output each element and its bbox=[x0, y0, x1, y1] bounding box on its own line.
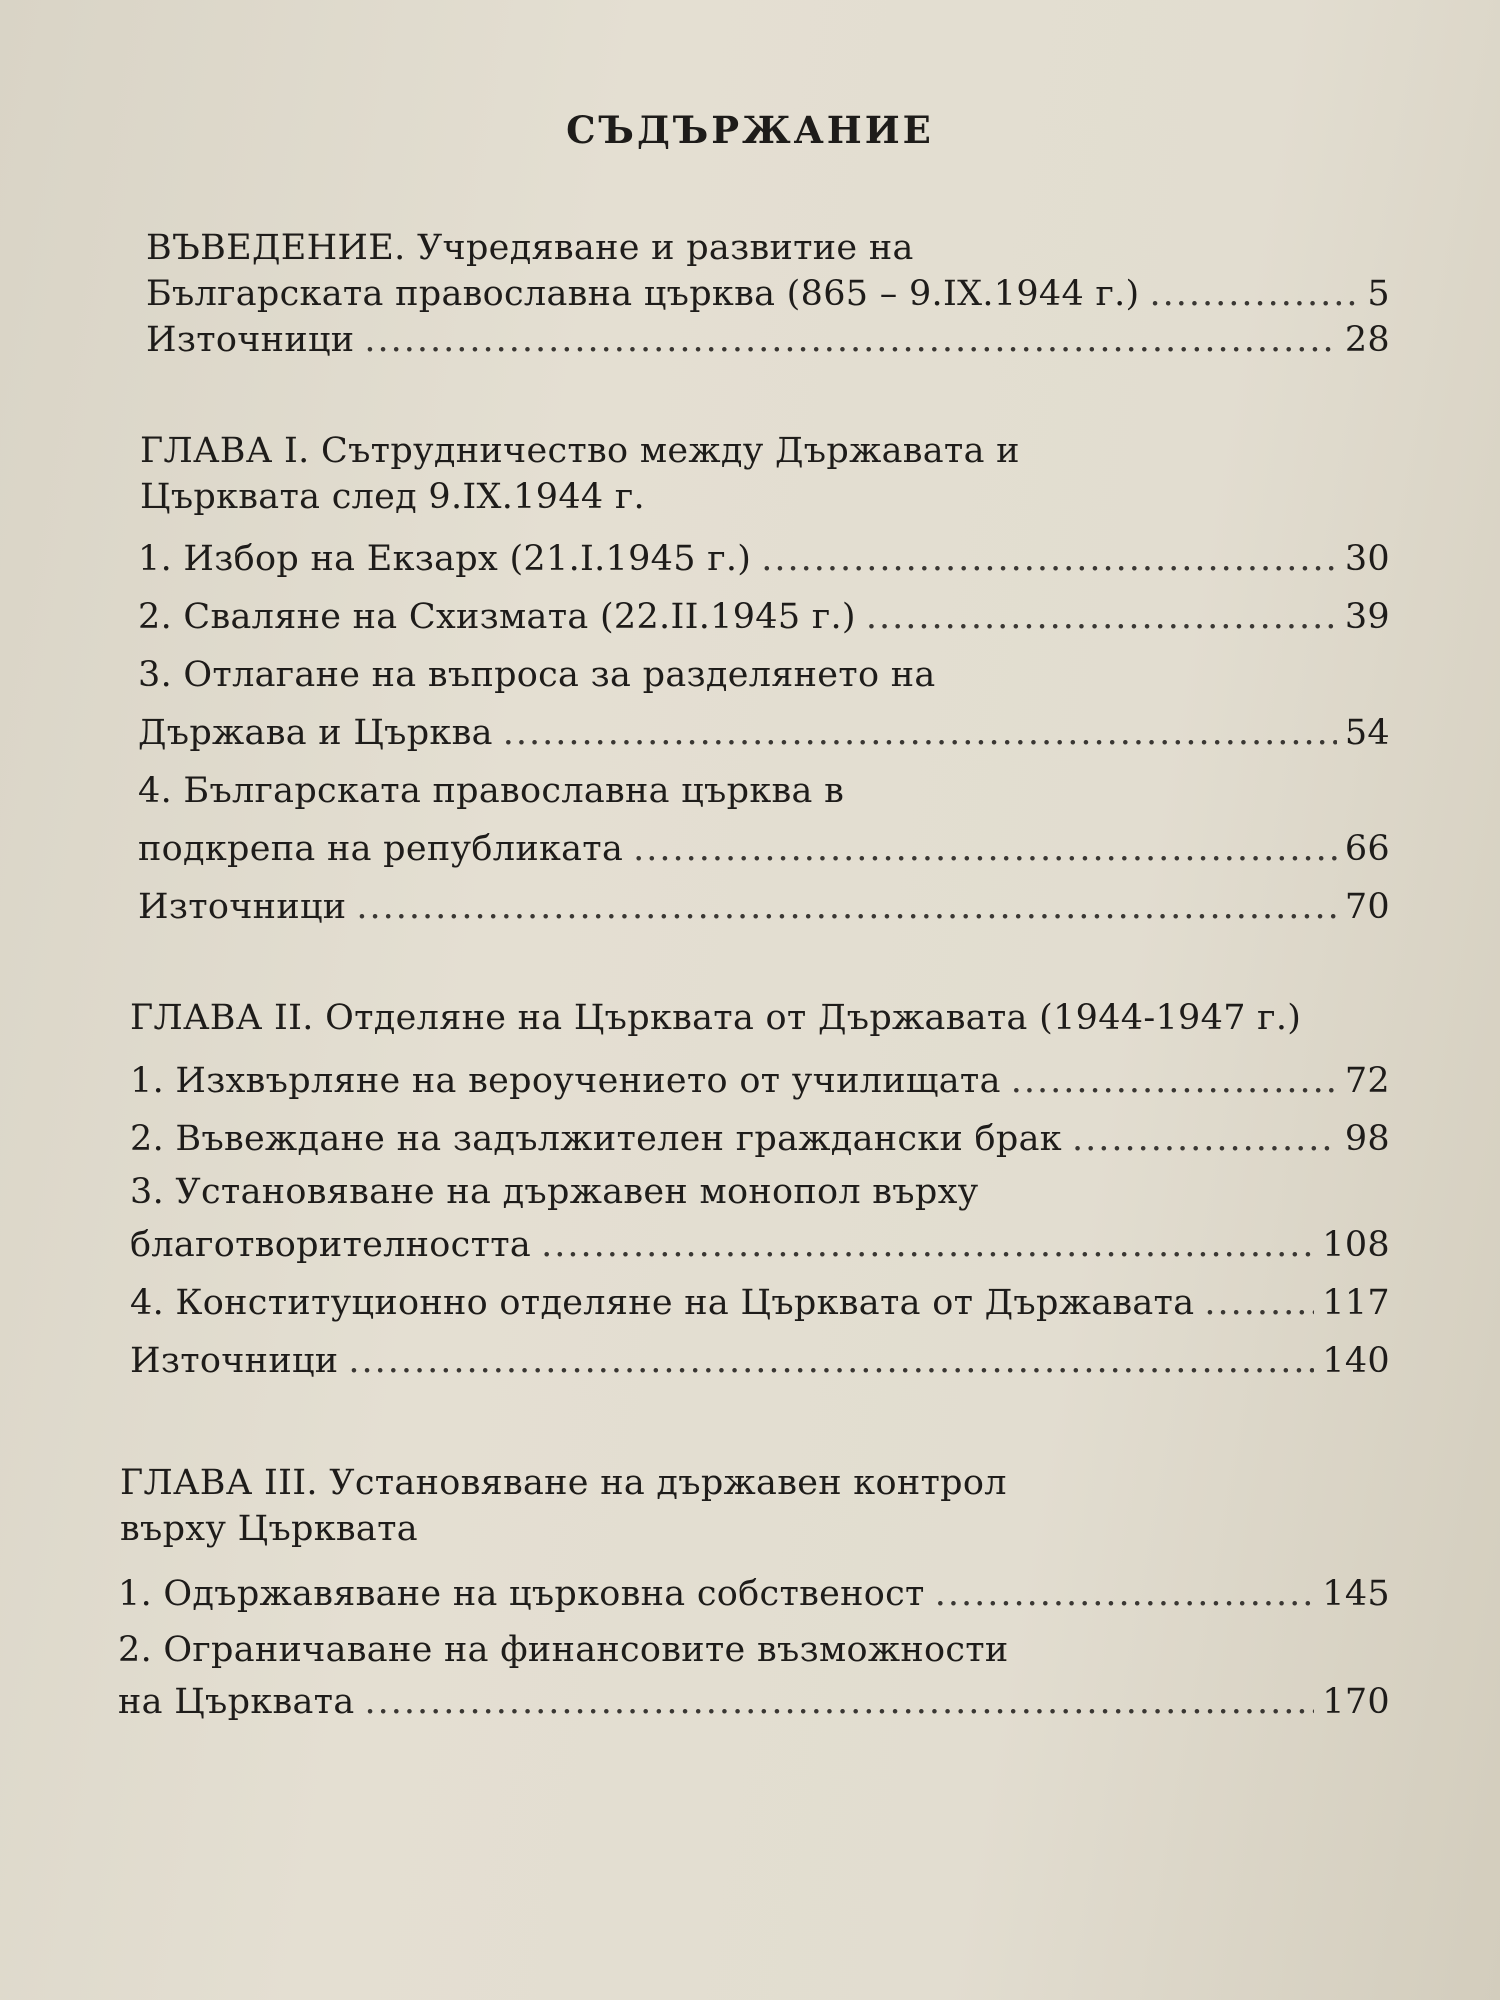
toc-line bbox=[130, 1216, 1390, 1274]
toc-chapter-1-items bbox=[138, 530, 1390, 936]
chapter1-heading-line2: Църквата след 9.IX.1944 г. bbox=[140, 477, 645, 517]
chapter2-heading: ГЛАВА II. Отделяне на Църквата от Държавата (1944-1947 г.) bbox=[130, 998, 1302, 1038]
dot-leader bbox=[935, 1566, 1315, 1622]
dot-leader bbox=[1204, 1274, 1314, 1332]
intro-heading-line1: ВЪВЕДЕНИЕ. Учредяване и развитие на bbox=[146, 228, 914, 268]
dot-leader bbox=[503, 704, 1337, 762]
intro-heading-line2: Българската православна църква (865 – 9.IX.1944 г.) bbox=[146, 274, 1140, 314]
toc-line bbox=[130, 1274, 1390, 1332]
toc-line bbox=[138, 820, 1390, 878]
page-number: 140 bbox=[1322, 1341, 1390, 1381]
toc-introduction bbox=[146, 225, 1390, 363]
page-number: 170 bbox=[1322, 1682, 1390, 1722]
page-number: 28 bbox=[1344, 320, 1390, 360]
toc-line bbox=[146, 271, 1390, 317]
chapter3-item-2-label-line1: 2. Ограничаване на финансовите възможности bbox=[118, 1630, 1009, 1670]
toc-chapter-3 bbox=[120, 1460, 1390, 1552]
chapter3-heading-line1: ГЛАВА III. Установяване на държавен контрол bbox=[120, 1463, 1007, 1503]
dot-leader bbox=[348, 1332, 1314, 1390]
page-number: 117 bbox=[1322, 1283, 1390, 1323]
dot-leader bbox=[1072, 1110, 1337, 1168]
chapter2-item-1-label: 1. Изхвърляне на вероучението от училищата bbox=[130, 1061, 1001, 1101]
chapter1-item-1-label: 1. Избор на Екзарх (21.I.1945 г.) bbox=[138, 539, 752, 579]
dot-leader bbox=[356, 878, 1336, 936]
chapter1-item-4-label-line1: 4. Българската православна църква в bbox=[138, 771, 845, 811]
page-number: 5 bbox=[1367, 274, 1390, 314]
chapter1-item-2-label: 2. Сваляне на Схизмата (22.II.1945 г.) bbox=[138, 597, 856, 637]
chapter3-item-2-label-line2: на Църквата bbox=[118, 1682, 355, 1722]
chapter1-item-4-label-line2: подкрепа на републиката bbox=[138, 829, 624, 869]
page-number: 39 bbox=[1344, 597, 1390, 637]
dot-leader bbox=[541, 1216, 1314, 1274]
intro-sources-label: Източници bbox=[146, 320, 355, 360]
toc-line bbox=[138, 704, 1390, 762]
dot-leader bbox=[1149, 271, 1359, 317]
page-number: 72 bbox=[1344, 1061, 1390, 1101]
page-title: СЪДЪРЖАНИЕ bbox=[566, 108, 934, 152]
dot-leader bbox=[1011, 1052, 1337, 1110]
toc-chapter-1 bbox=[140, 428, 1390, 520]
page-number: 145 bbox=[1322, 1574, 1390, 1614]
toc-chapter-2 bbox=[130, 995, 1390, 1041]
toc-line bbox=[130, 1332, 1390, 1390]
toc-chapter-3-items bbox=[118, 1566, 1390, 1730]
toc-line bbox=[146, 317, 1390, 363]
chapter2-item-3-label-line2: благотворителността bbox=[130, 1225, 532, 1265]
toc-line bbox=[138, 588, 1390, 646]
page-number: 54 bbox=[1344, 713, 1390, 753]
chapter2-sources-label: Източници bbox=[130, 1341, 339, 1381]
dot-leader bbox=[365, 1674, 1315, 1730]
chapter1-sources-label: Източници bbox=[138, 887, 347, 927]
toc-line bbox=[130, 1110, 1390, 1168]
chapter2-item-4-label: 4. Конституционно отделяне на Църквата от Държавата bbox=[130, 1283, 1195, 1323]
chapter1-item-3-label-line1: 3. Отлагане на въпроса за разделянето на bbox=[138, 655, 936, 695]
page-number: 98 bbox=[1344, 1119, 1390, 1159]
toc-line bbox=[138, 530, 1390, 588]
chapter3-heading-line2: върху Църквата bbox=[120, 1509, 418, 1549]
chapter1-heading-line1: ГЛАВА I. Сътрудничество между Държавата и bbox=[140, 431, 1020, 471]
toc-chapter-2-items bbox=[130, 1052, 1390, 1390]
dot-leader bbox=[866, 588, 1337, 646]
page-number: 108 bbox=[1322, 1225, 1390, 1265]
dot-leader bbox=[633, 820, 1337, 878]
chapter1-item-3-label-line2: Държава и Църква bbox=[138, 713, 493, 753]
dot-leader bbox=[761, 530, 1337, 588]
toc-line bbox=[118, 1674, 1390, 1730]
dot-leader bbox=[364, 317, 1336, 363]
page-number: 70 bbox=[1344, 887, 1390, 927]
chapter3-item-1-label: 1. Одържавяване на църковна собственост bbox=[118, 1574, 925, 1614]
chapter2-item-3-label-line1: 3. Установяване на държавен монопол върху bbox=[130, 1172, 979, 1212]
toc-line bbox=[138, 878, 1390, 936]
page-number: 66 bbox=[1344, 829, 1390, 869]
toc-line bbox=[130, 1052, 1390, 1110]
page-number: 30 bbox=[1344, 539, 1390, 579]
chapter2-item-2-label: 2. Въвеждане на задължителен граждански брак bbox=[130, 1119, 1062, 1159]
toc-line bbox=[118, 1566, 1390, 1626]
